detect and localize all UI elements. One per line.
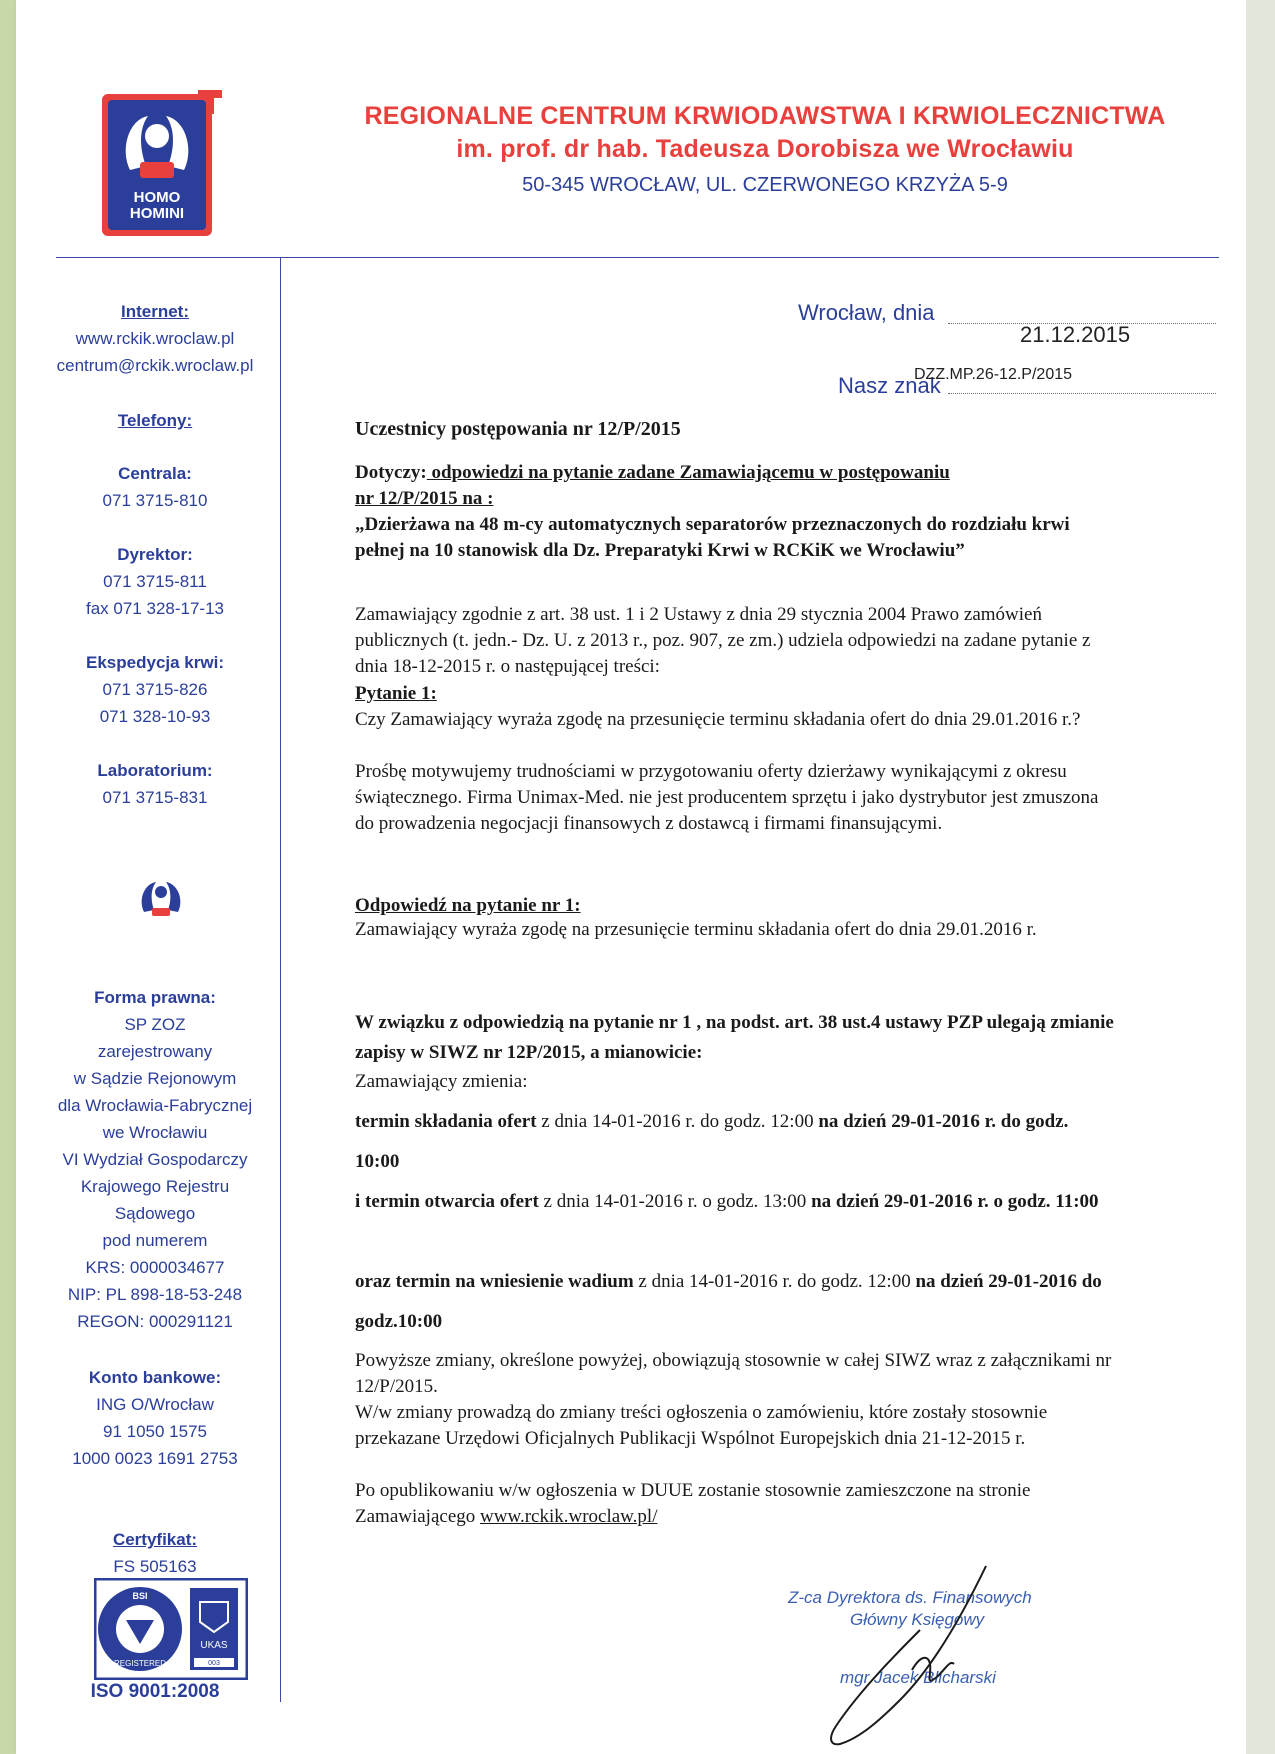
- change-3: [355, 1262, 1115, 1342]
- expedition-label: Ekspedycja krwi:: [86, 653, 224, 672]
- small-logo-icon: [136, 876, 186, 922]
- director-label: Dyrektor:: [117, 545, 193, 564]
- reference-value: DZZ.MP.26-12.P/2015: [914, 366, 1073, 383]
- lab-label: Laboratorium:: [97, 761, 213, 780]
- sidebar-legal: [40, 984, 270, 1335]
- change-intro: W związku z odpowiedzią na pytanie nr 1 , na podst. art. 38 ust.4 ustawy PZP ulegają zmianie zapisy w SIWZ nr 12P/2015, a mianowicie:: [355, 1012, 1114, 1063]
- answer-label: Odpowiedź na pytanie nr 1:: [355, 895, 581, 916]
- cert-ukas-text: UKAS: [200, 1640, 228, 1651]
- subject-prefix: Dotyczy:: [355, 462, 427, 483]
- header-divider: [56, 257, 1219, 258]
- sidebar-contacts: [40, 298, 270, 379]
- scan-edge-right: [1246, 0, 1275, 1754]
- legal-label: Forma prawna:: [94, 988, 216, 1007]
- bank-label: Konto bankowe:: [88, 1368, 222, 1387]
- org-name-line-1: REGIONALNE CENTRUM KRWIODAWSTWA I KRWIOLECZNICTWA: [364, 102, 1166, 130]
- bank-line: 91 1050 1575: [103, 1422, 207, 1441]
- legal-line: VI Wydział Gospodarczy: [62, 1150, 248, 1169]
- cert-registered-text: REGISTERED: [113, 1659, 167, 1668]
- answer-text: Zamawiający wyraża zgodę na przesunięcie terminu składania ofert do dnia 29.01.2016 r.: [355, 919, 1037, 940]
- internet-label: Internet:: [121, 302, 189, 321]
- legal-line: Krajowego Rejestru: [80, 1177, 230, 1196]
- homo-homini-logo: [100, 90, 224, 238]
- change-2-new: na dzień 29-01-2016 r. o godz. 11:00: [811, 1191, 1099, 1212]
- iso-label: ISO 9001:2008: [90, 1681, 220, 1702]
- legal-line: pod numerem: [102, 1231, 208, 1250]
- legal-line: zarejestrowany: [97, 1042, 213, 1061]
- closing-paragraph-3: [355, 1478, 1115, 1530]
- signature-title-1: Z-ca Dyrektora ds. Finansowych: [788, 1588, 1032, 1607]
- subject-title: „Dzierżawa na 48 m-cy automatycznych separatorów przeznaczonych do rozdziału krwi pełnej na 10 stanowisk dla Dz. Preparatyki Krwi w RCKiK we Wrocławiu”: [355, 514, 1070, 561]
- change-1-old: z dnia 14-01-2016 r. do godz. 12:00: [536, 1111, 819, 1132]
- change-1-new: na dzień 29-01-2016 r. do godz. 10:00: [355, 1111, 1069, 1172]
- cert-number: FS 505163: [113, 1557, 197, 1576]
- cert-code-text: 003: [208, 1660, 220, 1667]
- scan-edge-left: [0, 0, 16, 1754]
- lab-phone: 071 3715-831: [102, 788, 208, 807]
- change-2-field: i termin otwarcia ofert: [355, 1191, 539, 1212]
- legal-line: w Sądzie Rejonowym: [73, 1069, 237, 1088]
- legal-line: we Wrocławiu: [102, 1123, 208, 1142]
- org-address: 50-345 WROCŁAW, UL. CZERWONEGO KRZYŻA 5-9: [522, 174, 1008, 196]
- changes-label: Zamawiający zmienia:: [355, 1071, 528, 1092]
- legal-line: dla Wrocławia-Fabrycznej: [57, 1096, 253, 1115]
- expedition-phone-2: 071 328-10-93: [99, 707, 211, 726]
- sidebar-phones: [40, 407, 270, 434]
- closing-paragraph-1: Powyższe zmiany, określone powyżej, obowiązują stosownie w całej SIWZ wraz z załącznikami nr 12/P/2015.: [355, 1350, 1112, 1397]
- legal-line: SP ZOZ: [124, 1015, 186, 1034]
- email-link[interactable]: centrum@rckik.wroclaw.pl: [56, 356, 254, 375]
- question-reason: Prośbę motywujemy trudnościami w przygotowaniu oferty dzierżawy wynikającymi z okresu świątecznego. Firma Unimax-Med. nie jest producentem sprzętu i jako dystrybutor jest zmuszona do prowadzenia negocjacji finansowych z dostawcą i firmami finansującymi.: [355, 761, 1099, 834]
- expedition-phone-1: 071 3715-826: [102, 680, 208, 699]
- legal-line: Sądowego: [114, 1204, 196, 1223]
- central-label: Centrala:: [118, 464, 192, 483]
- logo-text-1: HOMO: [133, 189, 181, 206]
- cert-label: Certyfikat:: [112, 1530, 198, 1549]
- subject-line-1: odpowiedzi na pytanie zadane Zamawiającemu w postępowaniu: [426, 462, 950, 483]
- director-phone: 071 3715-811: [103, 572, 207, 591]
- subject-line-2: nr 12/P/2015 na :: [355, 488, 494, 509]
- legal-line: KRS: 0000034677: [85, 1258, 225, 1277]
- org-name: [300, 100, 1230, 166]
- date-label: Wrocław, dnia: [798, 300, 935, 325]
- signature-title-2: Główny Księgowy: [850, 1610, 985, 1629]
- sidebar-central: [40, 460, 270, 514]
- bsi-ukas-cert-badge: [94, 1578, 248, 1680]
- question-label: Pytanie 1:: [355, 683, 437, 704]
- central-phone: 071 3715-810: [102, 491, 208, 510]
- change-2: [355, 1182, 1115, 1222]
- closing-text: Po opublikowaniu w/w ogłoszenia w DUUE zostanie stosownie zamieszczone na stronie Zamawiającego: [355, 1480, 1031, 1527]
- question-text: Czy Zamawiający wyraża zgodę na przesunięcie terminu składania ofert do dnia 29.01.2016 r.?: [355, 709, 1081, 730]
- sidebar-lab: [40, 757, 270, 811]
- intro-paragraph: Zamawiający zgodnie z art. 38 ust. 1 i 2 Ustawy z dnia 29 stycznia 2004 Prawo zamówień publicznych (t. jedn.- Dz. U. z 2013 r., poz. 907, ze zm.) udziela odpowiedzi na zadane pytanie z dnia 18-12-2015 r. o następującej treści:: [355, 604, 1091, 677]
- sidebar-director: [40, 541, 270, 622]
- director-fax: fax 071 328-17-13: [86, 599, 224, 618]
- org-name-line-2: im. prof. dr hab. Tadeusza Dorobisza we Wrocławiu: [456, 135, 1074, 163]
- change-1: [355, 1102, 1115, 1182]
- bank-line: 1000 0023 1691 2753: [72, 1449, 238, 1468]
- signature-name: mgr Jacek Blicharski: [840, 1668, 996, 1687]
- website-link[interactable]: www.rckik.wroclaw.pl: [75, 329, 235, 348]
- sidebar-bank: [40, 1364, 270, 1472]
- legal-line: NIP: PL 898-18-53-248: [67, 1285, 243, 1304]
- legal-line: REGON: 000291121: [77, 1312, 233, 1331]
- sidebar-divider: [280, 257, 281, 1702]
- sidebar-iso: [40, 1678, 270, 1706]
- bank-line: ING O/Wrocław: [96, 1395, 214, 1414]
- phones-label: Telefony:: [117, 411, 193, 430]
- website-footer-link[interactable]: www.rckik.wroclaw.pl/: [480, 1506, 658, 1527]
- reference-dotted-line: [948, 393, 1216, 394]
- reference-label: Nasz znak: [838, 373, 941, 398]
- change-2-old: z dnia 14-01-2016 r. o godz. 13:00: [538, 1191, 812, 1212]
- date-value: 21.12.2015: [1020, 322, 1131, 347]
- sidebar-cert: [40, 1526, 270, 1580]
- subject: [355, 460, 1115, 512]
- change-3-old: z dnia 14-01-2016 r. do godz. 12:00: [633, 1271, 916, 1292]
- change-1-field: termin składania ofert: [355, 1111, 537, 1132]
- closing-paragraph-2: W/w zmiany prowadzą do zmiany treści ogłoszenia o zamówieniu, które zostały stosownie przekazane Urzędowi Oficjalnych Publikacji Wspólnot Europejskich dnia 21-12-2015 r.: [355, 1402, 1048, 1449]
- sidebar-expedition: [40, 649, 270, 730]
- change-3-new: na dzień 29-01-2016 do godz.10:00: [355, 1271, 1102, 1332]
- cert-bsi-text: BSI: [132, 1591, 148, 1601]
- change-3-field: oraz termin na wniesienie wadium: [355, 1271, 634, 1292]
- handwritten-signature: [820, 1560, 990, 1750]
- logo-text-2: HOMINI: [129, 205, 185, 222]
- recipients-heading: Uczestnicy postępowania nr 12/P/2015: [355, 418, 681, 440]
